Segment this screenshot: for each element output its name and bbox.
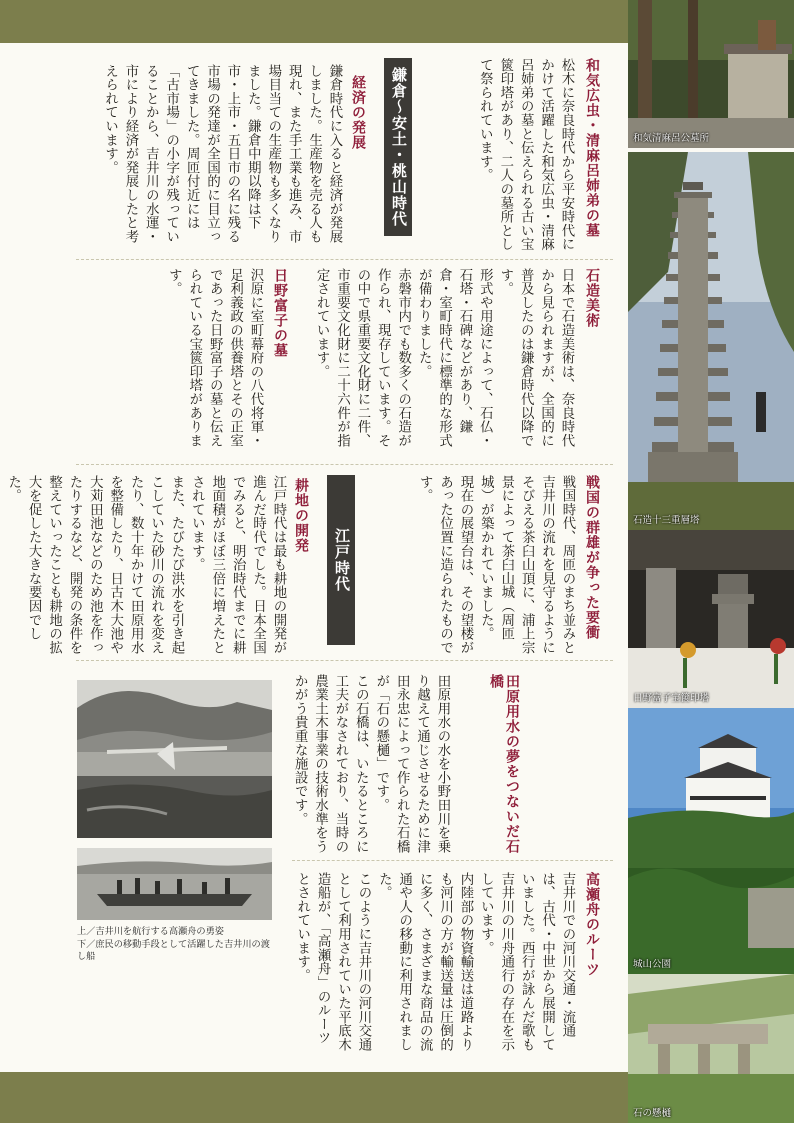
divider-row3 xyxy=(76,660,613,661)
text-tahara: 田原用水の水を小野田川を乗り越えて通じさせるために津田永忠によって作られた石橋が「石の懸樋」です。 この石橋は、いたるところに工夫がなされており、当時の農業土木事業の技術水準をうかがう貴重な施設です。 xyxy=(292,674,450,854)
old-photo-caption-bottom: 下／庶民の移動手段として活躍した吉井川の渡し船 xyxy=(77,938,270,962)
photo-caption-shiroyama: 城山公園 xyxy=(633,959,672,970)
era-kamakura: 鎌倉～安土・桃山時代 xyxy=(384,58,412,236)
old-photo-caption xyxy=(77,926,277,964)
photo-hino-tomb xyxy=(628,530,794,708)
text-stone: 日本で石造美術は、奈良時代から見られますが、全国的に普及したのは鎌倉時代以降です。 形式や用途によって、石仏・石塔・石碑などがあり、鎌倉・室町時代に標準的な形式が備わりました。 赤磐市内でも数多くの石造が作られ、現存しています。その中で県重要文化財に二件、市重要文化財に二十六件が指定されています。 xyxy=(314,268,574,448)
text-sengoku: 戦国時代、周匝のまち並みと吉井川の流れを見守るようにそびえる茶臼山頂に、浦上宗景によって茶臼山城（周匝城）が築かれていました。 現在の展望台は、その望楼があった位置に造られたものです。 xyxy=(417,475,575,655)
old-photo-caption-top: 上／吉井川を航行する高瀬舟の勇姿 xyxy=(77,926,224,937)
divider-row4 xyxy=(292,860,613,861)
text-economy: 鎌倉時代に入ると経済が発展しました。生産物を売る人も現れ、また手工業も進み、市場目当ての生産物も多くなりました。鎌倉中期以降は下市・上市・五日市の名に残る市場の発達が全国的に目立ってきました。周匝付近には「古市場」の小字が残っていることから、吉井川の水運・市により経済が発展したと考えられています。 xyxy=(102,64,342,244)
photo-shiroyama-park xyxy=(628,708,794,974)
photo-caption-hino: 日野富子宝篋印塔 xyxy=(633,693,710,704)
heading-farmland: 耕地の開発 xyxy=(293,478,309,553)
heading-takase: 高瀬舟のルーツ xyxy=(584,872,600,977)
heading-tahara: 田原用水の夢をつないだ石橋 xyxy=(488,674,520,854)
photo-caption-pagoda: 石造十三重層塔 xyxy=(633,515,700,526)
divider-row1 xyxy=(76,259,613,260)
top-band xyxy=(0,0,628,43)
photo-stone-pagoda xyxy=(628,152,794,530)
heading-wake: 和気広虫・清麻呂姉弟の墓 xyxy=(584,58,600,238)
divider-row2 xyxy=(76,464,613,465)
era-edo: 江戸時代 xyxy=(327,475,355,645)
heading-hino: 日野富子の墓 xyxy=(272,268,288,358)
text-takase: 吉井川での河川交通・流通は、古代・中世から展開していました。西行が詠んだ歌も吉井川の川舟通行の存在を示しています。 内陸部の物資輸送は道路よりも河川の方が輸送量は圧倒的に多く、さまざまな商品の流通や人の移動に利用されました。 このように吉井川の河川交通として利用されていた平底木造船が、「高瀬舟」のルーツとされています。 xyxy=(294,872,575,1052)
heading-stone: 石造美術 xyxy=(584,268,600,328)
text-wake: 松木に奈良時代から平安時代にかけて活躍した和気広虫・清麻呂姉弟の墓と伝えられる古い宝篋印塔があり、二人の墓所として祭られています。 xyxy=(477,58,574,252)
text-hino: 沢原に室町幕府の八代将軍・足利義政の供養塔とその正室であった日野富子の墓と伝えられている宝篋印塔があります。 xyxy=(166,268,263,448)
photo-caption-wake: 和気清麻呂公墓所 xyxy=(633,133,710,144)
photo-stone-aqueduct xyxy=(628,974,794,1123)
photo-caption-aqueduct: 石の懸樋 xyxy=(633,1108,672,1119)
old-photo-takasebune xyxy=(77,680,272,838)
text-farmland-cont xyxy=(512,668,612,848)
text-farmland: 江戸時代は最も耕地の開発が進んだ時代でした。日本全国でみると、明治時代までに耕地面積がほぼ三倍に増えたとされています。 また、たびたび洪水を引き起こしていた砂川の流れを変えたり、数十年かけて田原用水を整備したり、日古木大池や大苅田池などのため池を作ったりするなど、開発の条件を整えていったことも耕地の拡大を促した大きな要因でした。 xyxy=(5,475,286,655)
heading-economy: 経済の発展 xyxy=(350,75,366,150)
photo-wake-tomb xyxy=(628,0,794,148)
heading-sengoku: 戦国の群雄が争った要衝 xyxy=(584,475,600,640)
old-photo-ferry xyxy=(77,848,272,920)
bottom-band xyxy=(0,1072,628,1123)
